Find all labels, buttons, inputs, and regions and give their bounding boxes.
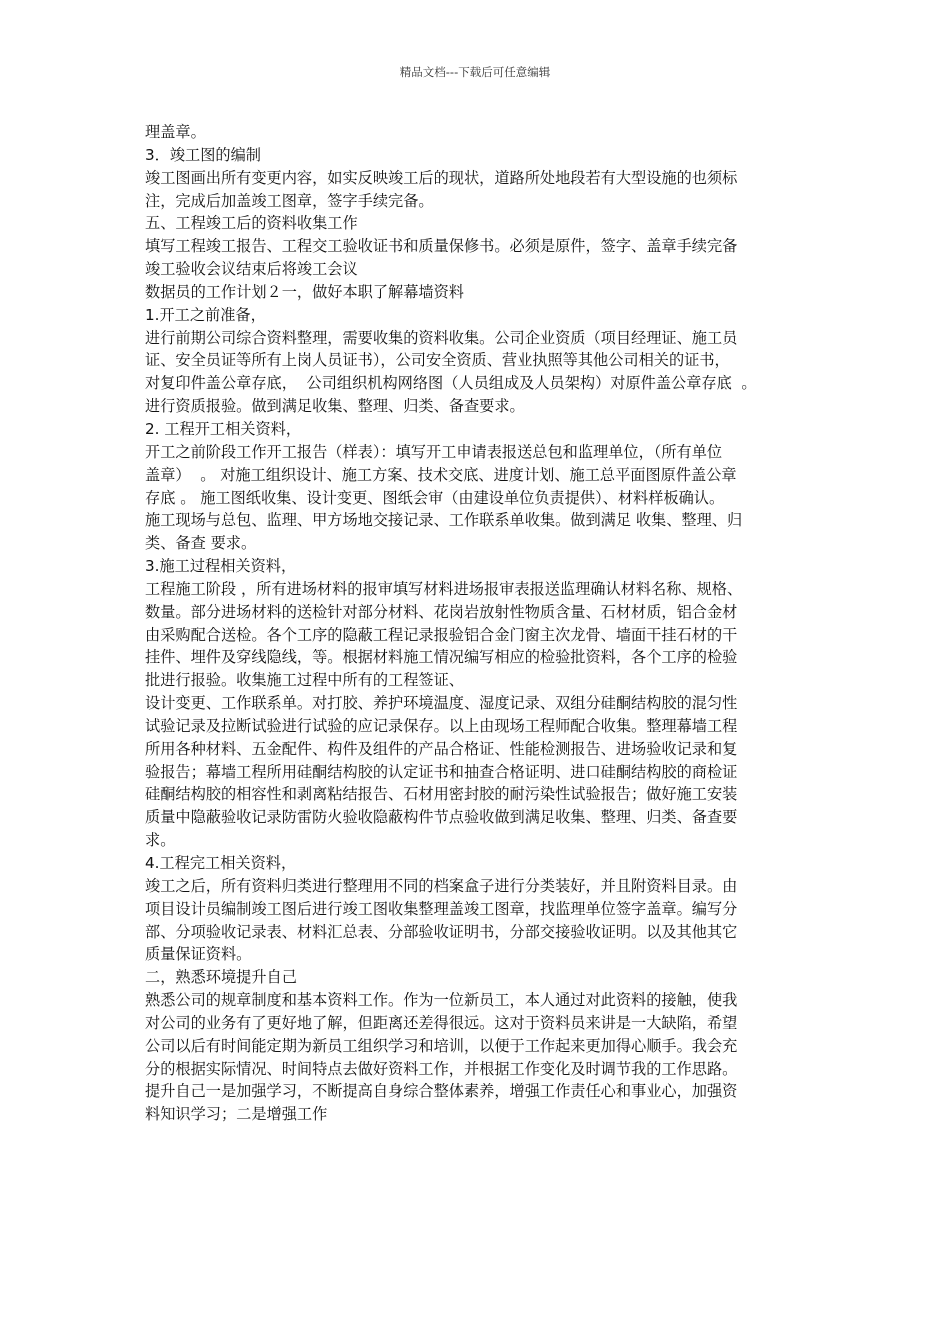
- text-line: 注，完成后加盖竣工图章，签字手续完备。: [145, 191, 434, 210]
- text-line: 理盖章。: [145, 123, 206, 141]
- text-line: 盖章） 。 对施工组织设计、施工方案、技术交底、进度计划、施工总平面图原件盖公章: [145, 465, 737, 484]
- text-line: 证、安全员证等所有上岗人员证书），公司安全资质、营业执照等其他公司相关的证书，: [145, 351, 730, 370]
- text-line: 竣工验收会议结束后将竣工会议: [145, 260, 358, 279]
- text-line: 料知识学习；二是增强工作: [145, 1105, 328, 1124]
- text-line: 二，熟悉环境提升自己: [145, 968, 297, 987]
- document-body: [145, 121, 825, 1126]
- text-line: 分的根据实际情况、时间特点去做好资料工作，并根据工作变化及时调节我的工作思路。: [145, 1059, 738, 1078]
- text-line: 设计变更、工作联系单。对打胶、养护环境温度、湿度记录、双组分硅酮结构胶的混匀性: [145, 694, 738, 713]
- text-line: 竣工之后，所有资料归类进行整理用不同的档案盒子进行分类装好，并且附资料目录。由: [145, 876, 738, 895]
- text-line: 公司以后有时间能定期为新员工组织学习和培训，以便于工作起来更加得心顺手。我会充: [145, 1036, 738, 1055]
- text-line: 五、工程竣工后的资料收集工作: [145, 214, 358, 233]
- text-line: 验报告；幕墙工程所用硅酮结构胶的认定证书和抽查合格证明、进口硅酮结构胶的商检证: [145, 762, 738, 781]
- text-line: 由采购配合送检。各个工序的隐蔽工程记录报验铝合金门窗主次龙骨、墙面干挂石材的干: [145, 625, 738, 644]
- text-line: 质量中隐蔽验收记录防雷防火验收隐蔽构件节点验收做到满足收集、整理、归类、备查要: [145, 808, 738, 827]
- text-line: 试验记录及拉断试验进行试验的应记录保存。以上由现场工程师配合收集。整理幕墙工程: [145, 716, 738, 735]
- text-line: 类、备查 要求。: [145, 534, 257, 553]
- text-line: 开工之前阶段工作开工报告（样表）：填写开工申请表报送总包和监理单位，（所有单位: [145, 442, 723, 461]
- text-line: 数据员的工作计划２一，做好本职了解幕墙资料: [145, 282, 464, 301]
- text-line: 1.开工之前准备，: [145, 305, 266, 324]
- text-line: 挂件、埋件及穿线隐线，等。根据材料施工情况编写相应的检验批资料，各个工序的检验: [145, 648, 738, 667]
- text-line: 对公司的业务有了更好地了解，但距离还差得很远。这对于资料员来讲是一大缺陷，希望: [145, 1013, 738, 1032]
- text-line: 进行资质报验。做到满足收集、整理、归类、备查要求。: [145, 397, 525, 416]
- text-line: 填写工程竣工报告、工程交工验收证书和质量保修书。必须是原件，签字、盖章手续完备: [145, 237, 738, 256]
- text-line: 熟悉公司的规章制度和基本资料工作。作为一位新员工，本人通过对此资料的接触，使我: [145, 991, 738, 1010]
- text-line: 工程施工阶段 ，所有进场材料的报审填写材料进场报审表报送监理确认材料名称、规格、: [145, 579, 743, 598]
- text-line: 提升自己一是加强学习，不断提高自身综合整体素养，增强工作责任心和事业心，加强资: [145, 1082, 738, 1101]
- text-line: 项目设计员编制竣工图后进行竣工图收集整理盖竣工图章，找监理单位签字盖章。编写分: [145, 899, 738, 918]
- text-line: 3.施工过程相关资料，: [145, 557, 297, 576]
- text-line: 数量。部分进场材料的送检针对部分材料、花岗岩放射性物质含量、石材材质，铝合金材: [145, 602, 738, 621]
- text-line: 存底 。 施工图纸收集、设计变更、图纸会审（由建设单位负责提供）、材料样板确认。: [145, 488, 725, 507]
- text-line: 对复印件盖公章存底， 公司组织机构网络图（人员组成及人员架构）对原件盖公章存底 。: [145, 374, 757, 393]
- text-line: 施工现场与总包、监理、甲方场地交接记录、工作联系单收集。做到满足 收集、整理、归: [145, 511, 743, 530]
- text-line: 4.工程完工相关资料，: [145, 854, 297, 872]
- text-line: 硅酮结构胶的相容性和剥离粘结报告、石材用密封胶的耐污染性试验报告；做好施工安装: [145, 785, 738, 804]
- page-header: 精品文档---下载后可任意编辑: [399, 65, 551, 79]
- text-line: 所用各种材料、五金配件、构件及组件的产品合格证、性能检测报告、进场验收记录和复: [145, 739, 738, 758]
- text-line: 部、分项验收记录表、材料汇总表、分部验收证明书，分部交接验收证明。以及其他其它: [145, 922, 738, 941]
- text-line: 2. 工程开工相关资料，: [145, 419, 302, 438]
- text-line: 批进行报验。收集施工过程中所有的工程签证、: [145, 671, 464, 690]
- text-line: 竣工图画出所有变更内容，如实反映竣工后的现状，道路所处地段若有大型设施的也须标: [145, 168, 738, 187]
- text-line: 求。: [145, 831, 176, 850]
- text-line: 质量保证资料。: [145, 945, 252, 964]
- text-line: 进行前期公司综合资料整理，需要收集的资料收集。公司企业资质（项目经理证、施工员: [145, 328, 738, 347]
- text-line: 3．竣工图的编制: [145, 145, 261, 164]
